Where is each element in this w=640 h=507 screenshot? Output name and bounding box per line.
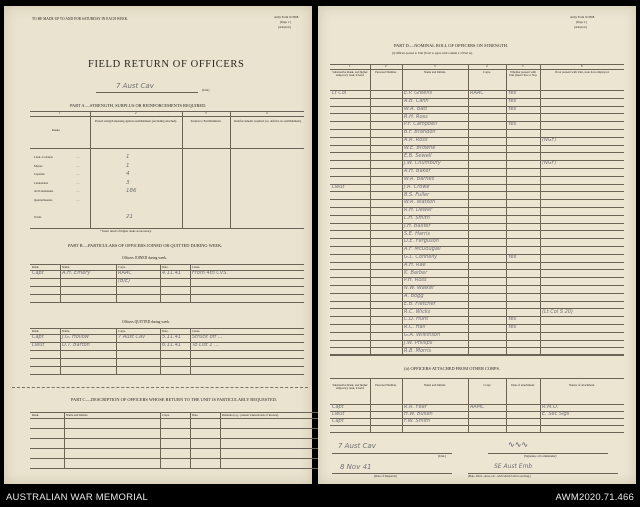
roll-col-rule	[540, 64, 541, 354]
unit-handwritten-right: 7 Aust Cav	[338, 442, 376, 450]
attached-header: Name and Initials.	[423, 383, 447, 387]
roll-cell: E.B. Fletcher	[404, 300, 436, 307]
roll-row-rule	[330, 230, 624, 231]
roll-cell: B.F. Brandon	[404, 129, 436, 136]
part-a-note: * Insert detail of higher ranks as necessary.	[100, 229, 152, 233]
joined-header: Name.	[62, 264, 70, 269]
quitted-cell: 5.11.41	[162, 334, 182, 340]
roll-row-rule	[330, 98, 624, 99]
roll-cell: C.D. Hunt	[404, 316, 429, 323]
part-c-header: Date.	[192, 412, 199, 417]
roll-cell: Yes	[508, 105, 517, 112]
roll-row-rule	[330, 316, 624, 317]
part-d-subtitle: (i) Officers posted to Unit (Total to agree with column 2 of Part A).	[392, 51, 473, 55]
attached-header: Corps	[483, 383, 491, 387]
roll-row-rule	[330, 301, 624, 302]
strength-value: 3	[126, 179, 130, 186]
roll-col-number: 6	[581, 64, 583, 68]
roll-cell: R.C. Wicks	[404, 308, 431, 315]
joined-col-rule	[116, 264, 117, 302]
quitted-cell: Lieut	[32, 342, 45, 348]
strength-value: 1	[126, 154, 130, 160]
quitted-header: Date.	[162, 328, 169, 333]
roll-cell: Yes	[508, 316, 517, 323]
left-page	[4, 6, 312, 484]
attached-col-rule	[506, 378, 507, 432]
rank-dots: . . .	[76, 163, 80, 168]
roll-cell: G.L. Connelly	[404, 254, 438, 260]
roll-header: Whether present with Unit (Insert Yes or No).	[508, 70, 538, 78]
roll-row-rule	[330, 137, 624, 138]
attached-cell: H.W. Bullen	[404, 411, 433, 417]
attached-row-rule	[330, 425, 624, 426]
roll-row-rule	[330, 347, 624, 348]
rank-label: 2nd Lieutenants	[34, 189, 54, 194]
roll-cell: (NGF)	[542, 137, 557, 143]
roll-cell: Yes	[508, 98, 517, 104]
attached-cell: AAMC	[470, 404, 485, 410]
roll-col-rule	[468, 64, 469, 354]
quitted-cell: J.G. Hollow	[62, 334, 89, 340]
signature-label: (Signature of Commander)	[524, 454, 557, 458]
joined-col-rule	[190, 264, 191, 302]
quitted-col-rule	[160, 328, 161, 374]
roll-col-number: 2	[385, 64, 387, 68]
roll-col-rule	[506, 64, 507, 354]
joined-row-rule	[30, 302, 304, 303]
roll-cell: K. Barber	[404, 269, 428, 276]
quitted-cell: Struck off ...	[192, 334, 223, 340]
joined-row-rule	[30, 286, 304, 287]
roll-cell: Yes	[508, 121, 517, 128]
roll-header: Personal Number.	[375, 70, 397, 74]
form-page: (Page 1.)	[280, 20, 291, 24]
roll-col-number: 1	[349, 64, 351, 68]
attached-cell: Capt	[332, 404, 344, 410]
roll-row-rule	[330, 324, 624, 325]
right-page	[318, 6, 636, 484]
roll-cell: S.E. Harris	[404, 230, 431, 237]
rank-label: Totals	[34, 215, 42, 220]
signature: ∿∿∿	[508, 440, 529, 449]
quitted-row-rule	[30, 358, 304, 359]
rank-dots: . . .	[76, 189, 80, 194]
roll-cell: A.H. Baker	[404, 168, 431, 175]
quitted-row-rule	[30, 366, 304, 367]
part-a-col-4: 4	[266, 111, 268, 115]
roll-cell: A.R. Ross	[404, 137, 428, 143]
roll-cell: RAAC	[470, 90, 484, 97]
roll-row-rule	[330, 145, 624, 146]
joined-cell: From 4th CVS.	[192, 270, 229, 276]
roll-cell: Yes	[508, 324, 517, 331]
roll-col-number: 4	[486, 64, 488, 68]
roll-cell: Lieut	[332, 183, 345, 190]
part-a-col-1: 1	[59, 111, 61, 115]
part-c-col-rule	[64, 412, 65, 468]
roll-row-rule	[330, 254, 624, 255]
attached-col-rule	[370, 378, 371, 432]
quitted-cell: D.T. Barton	[62, 342, 90, 348]
part-b-title: PART B.—PARTICULARS OF OFFICERS JOINED OR QUITTED DURING WEEK.	[68, 243, 223, 248]
roll-cell: A.F. McDougall	[404, 246, 441, 253]
strength-value: 1	[126, 162, 130, 169]
attached-row-rule	[330, 418, 624, 419]
rank-label: Lieut.-Colonels	[34, 155, 53, 159]
roll-row-rule	[330, 191, 624, 192]
attached-col-rule	[402, 378, 403, 432]
roll-cell: (NGF)	[542, 160, 557, 167]
roll-cell: R.B. Morris	[404, 347, 432, 354]
unit-handwritten: 7 Aust Cav	[116, 82, 154, 90]
quitted-row-rule	[30, 350, 304, 351]
attached-rule	[330, 432, 624, 433]
roll-cell: E.P. Greens	[404, 90, 433, 97]
roll-cell: W.E. Browne	[404, 144, 436, 151]
rank-label: Majors	[34, 163, 43, 168]
attached-col-rule	[468, 378, 469, 432]
quitted-header: Rank.	[32, 328, 40, 333]
roll-cell: Lt Col	[332, 90, 347, 97]
attached-header: Nature of attachment.	[568, 383, 596, 387]
attached-cell: R.R. Fear	[404, 404, 427, 410]
roll-cell: J.R. Crowe	[404, 183, 430, 190]
roll-row-rule	[330, 277, 624, 278]
roll-cell: B.S. Fuller	[404, 191, 430, 198]
roll-cell: W.A. Batt	[404, 105, 428, 112]
quitted-header: Corps.	[118, 328, 126, 333]
roll-row-rule	[330, 223, 624, 224]
roll-header: If not present with Unit, state how employed.	[554, 70, 610, 74]
unit-label-right: (Unit.)	[438, 454, 447, 458]
roll-row-rule	[330, 332, 624, 333]
rank-dots: . . .	[76, 180, 80, 185]
quitted-cell: Capt	[32, 334, 44, 340]
roll-cell: (Lt Col S 20)	[542, 308, 573, 315]
roll-row-rule	[330, 129, 624, 130]
roll-row-rule	[330, 176, 624, 177]
roll-row-rule	[330, 269, 624, 270]
joined-cell: RAAC	[118, 270, 132, 276]
quitted-cell: 6.11.41	[162, 342, 182, 348]
attached-col-rule	[540, 378, 541, 432]
form-number: Army Form W.3008.	[274, 15, 300, 19]
perforation-line	[12, 387, 308, 388]
attached-title: (ii) OFFICERS ATTACHED FROM OTHER CORPS.	[404, 366, 501, 371]
location-handwritten: SE Aust Emb	[494, 463, 533, 470]
strength-value: 21	[126, 214, 133, 221]
part-c-col-rule	[190, 412, 191, 468]
roll-col-rule	[370, 64, 371, 354]
part-c-row-rule	[30, 468, 324, 469]
roll-cell: A.B. Cann	[404, 98, 429, 104]
attached-cell: R.M.O.	[542, 404, 559, 410]
roll-cell: P.H. Ross	[404, 277, 427, 284]
part-c-title: PART C.—DESCRIPTION OF OFFICERS WHOSE RETURN TO THE UNIT IS PARTICULARLY REQUESTED.	[70, 397, 278, 402]
form-title: FIELD RETURN OF OFFICERS	[88, 59, 245, 70]
roll-cell: R.C. Hall	[404, 324, 426, 331]
joined-col-rule	[160, 264, 161, 302]
part-c-row-rule	[30, 448, 324, 449]
location-label: (Bde., Divn., Area, etc., with which Unit is serving.)	[468, 474, 531, 478]
attached-cell: Capt	[332, 418, 344, 424]
attached-cell: F.W. Smith	[404, 418, 431, 424]
roll-cell: W.R. Barnes	[404, 176, 435, 182]
quitted-cell: 7 Aust Cav	[118, 334, 146, 340]
part-a-header-strength: Posted strength meaning against establishment (excluding attached).	[94, 119, 178, 123]
joined-header: Date.	[162, 264, 169, 269]
joined-header: Cause.	[192, 264, 201, 269]
roll-cell: G.A. Wilkinson	[404, 332, 441, 338]
roll-row-rule	[330, 340, 624, 341]
rank-dots: . . .	[76, 155, 80, 159]
part-a-header-ranks: Ranks.	[52, 128, 61, 132]
quitted-col-rule	[190, 328, 191, 374]
date-label: (Date of Despatch)	[374, 474, 397, 478]
part-a-col-3: 3	[205, 111, 207, 115]
roll-row-rule	[330, 160, 624, 161]
rank-dots: . . .	[76, 172, 80, 177]
quitted-title: Officers QUITTED during week.	[122, 320, 170, 324]
roll-row-rule	[330, 121, 624, 122]
unit-label: (Unit)	[202, 88, 210, 92]
roll-row-rule	[330, 113, 624, 114]
quitted-header: Cause.	[192, 328, 201, 333]
joined-cell: 4.11.41	[162, 270, 182, 276]
part-a-title: PART A.—STRENGTH, SURPLUS OR REINFORCEMENTS REQUIRED.	[70, 103, 207, 108]
part-c-row-rule	[30, 428, 324, 429]
roll-row-rule	[330, 168, 624, 169]
rank-dots: . . .	[76, 198, 80, 202]
roll-row-rule	[330, 285, 624, 286]
roll-row-rule	[330, 199, 624, 200]
part-c-header: Name and Initials.	[66, 412, 89, 417]
top-note: TO BE MADE UP TO AND FOR SATURDAY IN EACH WEEK.	[32, 17, 129, 21]
joined-header: Rank.	[32, 264, 40, 269]
quitted-col-rule	[60, 328, 61, 374]
roll-cell: D.E. Ferguson	[404, 238, 439, 245]
footer-credit: AUSTRALIAN WAR MEMORIAL	[6, 492, 149, 503]
attached-cell: Lieut	[332, 411, 345, 417]
roll-row-rule	[330, 262, 624, 263]
form-number-right: Army Form W.3008.	[570, 15, 596, 19]
joined-row-rule	[30, 294, 304, 295]
joined-cell: A.H. Emery	[62, 270, 91, 276]
roll-cell: P.F. Campbell	[404, 121, 437, 128]
roll-rule	[330, 64, 624, 65]
part-c-col-rule	[160, 412, 161, 468]
roll-col-number: 5	[522, 64, 524, 68]
attached-rule	[330, 378, 624, 379]
part-c-header: Rank.	[32, 412, 40, 417]
roll-cell: W.R. Watson	[404, 199, 436, 206]
part-c-rule	[30, 418, 324, 419]
roll-cell: R.H. Dewer	[404, 207, 433, 214]
roll-row-rule	[330, 215, 624, 216]
quitted-col-rule	[116, 328, 117, 374]
part-c-header: Remarks (e.g., present whereabouts, if known).	[222, 412, 279, 417]
roll-col-number: 3	[434, 64, 436, 68]
joined-cell: (B/E)	[118, 278, 131, 284]
rank-label: Lieutenants	[34, 180, 48, 185]
part-c-row-rule	[30, 458, 324, 459]
part-a-header-reinforcements: Reinforcements required (i.e. deficits on establishment).	[234, 119, 302, 123]
roll-cell: J.W. Chumbury	[404, 160, 441, 167]
joined-cell: Capt	[32, 270, 44, 276]
roll-cell: A.H. Rae	[404, 261, 426, 268]
joined-row-rule	[30, 278, 304, 279]
roll-row-rule	[330, 207, 624, 208]
roll-header: Name and Initials.	[423, 70, 447, 74]
quitted-cell: To List 1 ...	[192, 342, 219, 348]
part-c-row-rule	[30, 438, 324, 439]
rank-label: Quartermasters	[34, 198, 53, 202]
part-a-header-surplus: Surplus to Establishment.	[190, 119, 222, 123]
part-a-col-2: 2	[135, 111, 137, 115]
attached-header: Personal Number.	[375, 383, 397, 387]
joined-header: Corps.	[118, 264, 126, 269]
rank-label: Captains	[34, 172, 45, 177]
part-c-header: Corps.	[162, 412, 170, 417]
quitted-header: Name.	[62, 328, 70, 333]
strength-value: 4	[126, 171, 130, 178]
quitted-row-rule	[30, 374, 304, 375]
roll-cell: A. Bogg	[404, 293, 424, 299]
roll-header: Corps.	[483, 70, 491, 74]
attached-row-rule	[330, 411, 624, 412]
roll-row-rule	[330, 293, 624, 294]
roll-cell: J.H. Baxter	[404, 222, 431, 229]
roll-cell: J.W. Phillips	[404, 339, 433, 346]
part-c-col-rule	[220, 412, 221, 468]
roll-rule	[330, 354, 624, 355]
roll-row-rule	[330, 355, 624, 356]
joined-title: Officers JOINED during week.	[122, 256, 167, 260]
form-adopted-right: (Adopted.)	[574, 25, 588, 29]
strength-value: 186	[126, 188, 137, 195]
roll-row-rule	[330, 238, 624, 239]
roll-row-rule	[330, 184, 624, 185]
roll-cell: L.H. Smith	[404, 215, 430, 221]
attached-header: Substantive Rank, and higher temporary rank, if held.	[332, 383, 368, 391]
attached-cell: E. Sec Sigs	[542, 411, 570, 417]
roll-row-rule	[330, 106, 624, 107]
part-d-title: PART D.—NOMINAL ROLL OF OFFICERS ON STRENGTH.	[394, 43, 509, 48]
roll-cell: N.W. Walker	[404, 285, 435, 292]
footer-accession: AWM2020.71.466	[555, 492, 634, 503]
roll-cell: Yes	[508, 254, 517, 260]
date-handwritten: 8 Nov 41	[340, 463, 372, 471]
roll-header: Substantive Rank, and higher temporary rank, if held.	[332, 70, 368, 78]
roll-cell: Yes	[508, 90, 517, 97]
roll-cell: E.B. Sewell	[404, 152, 432, 159]
form-adopted: (Adopted.)	[278, 25, 292, 29]
form-page-right: (Page 2.)	[576, 20, 587, 24]
roll-col-rule	[402, 64, 403, 354]
roll-row-rule	[330, 246, 624, 247]
roll-row-rule	[330, 152, 624, 153]
roll-cell: R.H. Ross	[404, 113, 428, 120]
joined-col-rule	[60, 264, 61, 302]
attached-header: Date of attachment.	[511, 383, 535, 387]
roll-row-rule	[330, 308, 624, 309]
